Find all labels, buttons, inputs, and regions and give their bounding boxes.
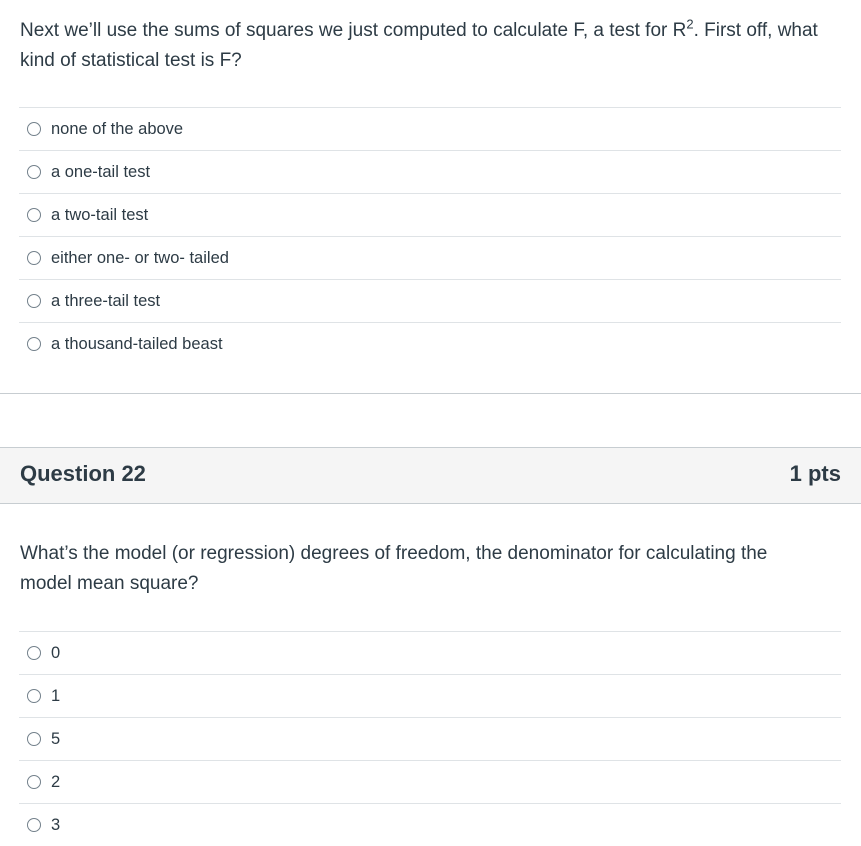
radio-button[interactable] — [27, 732, 41, 746]
answer-option[interactable] — [19, 107, 841, 150]
answer-label: a thousand-tailed beast — [51, 334, 223, 353]
answer-option[interactable] — [19, 193, 841, 236]
answer-label: a two-tail test — [51, 205, 149, 224]
answer-option[interactable] — [19, 150, 841, 193]
answer-label: 2 — [51, 772, 61, 791]
question-header — [0, 447, 861, 504]
answer-option[interactable] — [19, 717, 841, 760]
radio-button[interactable] — [27, 251, 41, 265]
radio-button[interactable] — [27, 775, 41, 789]
question-points: 1 pts — [789, 461, 841, 486]
superscript: 2 — [686, 16, 694, 32]
answer-label: either one- or two- tailed — [51, 248, 229, 267]
answer-label: none of the above — [51, 119, 184, 138]
answer-label: 5 — [51, 729, 61, 748]
answer-option[interactable] — [19, 279, 841, 322]
answer-option[interactable] — [19, 803, 841, 846]
answer-label: a one-tail test — [51, 162, 151, 181]
answer-label: 0 — [51, 643, 61, 662]
question-text-part: Next we’ll use the sums of squares we just computed to calculate F, a test for R — [20, 20, 687, 41]
radio-button[interactable] — [27, 165, 41, 179]
answer-label: 3 — [51, 815, 61, 834]
answer-list — [19, 631, 841, 846]
radio-button[interactable] — [27, 294, 41, 308]
radio-button[interactable] — [27, 122, 41, 136]
answer-option[interactable] — [19, 760, 841, 803]
radio-button[interactable] — [27, 208, 41, 222]
radio-button[interactable] — [27, 689, 41, 703]
answer-option[interactable] — [19, 322, 841, 365]
question-text — [20, 16, 820, 76]
radio-button[interactable] — [27, 646, 41, 660]
answer-option[interactable] — [19, 631, 841, 674]
question-text-part: . First off, what kind of statistical test is F? — [20, 20, 818, 71]
answer-label: a three-tail test — [51, 291, 161, 310]
question-text: What’s the model (or regression) degrees of freedom, the denominator for calculating the model mean square? — [20, 543, 768, 594]
answer-option[interactable] — [19, 674, 841, 717]
answer-label: 1 — [51, 686, 61, 705]
question-title: Question 22 — [20, 461, 146, 486]
radio-button[interactable] — [27, 818, 41, 832]
answer-option[interactable] — [19, 236, 841, 279]
radio-button[interactable] — [27, 337, 41, 351]
answer-list — [19, 107, 841, 365]
question-divider — [0, 393, 861, 394]
